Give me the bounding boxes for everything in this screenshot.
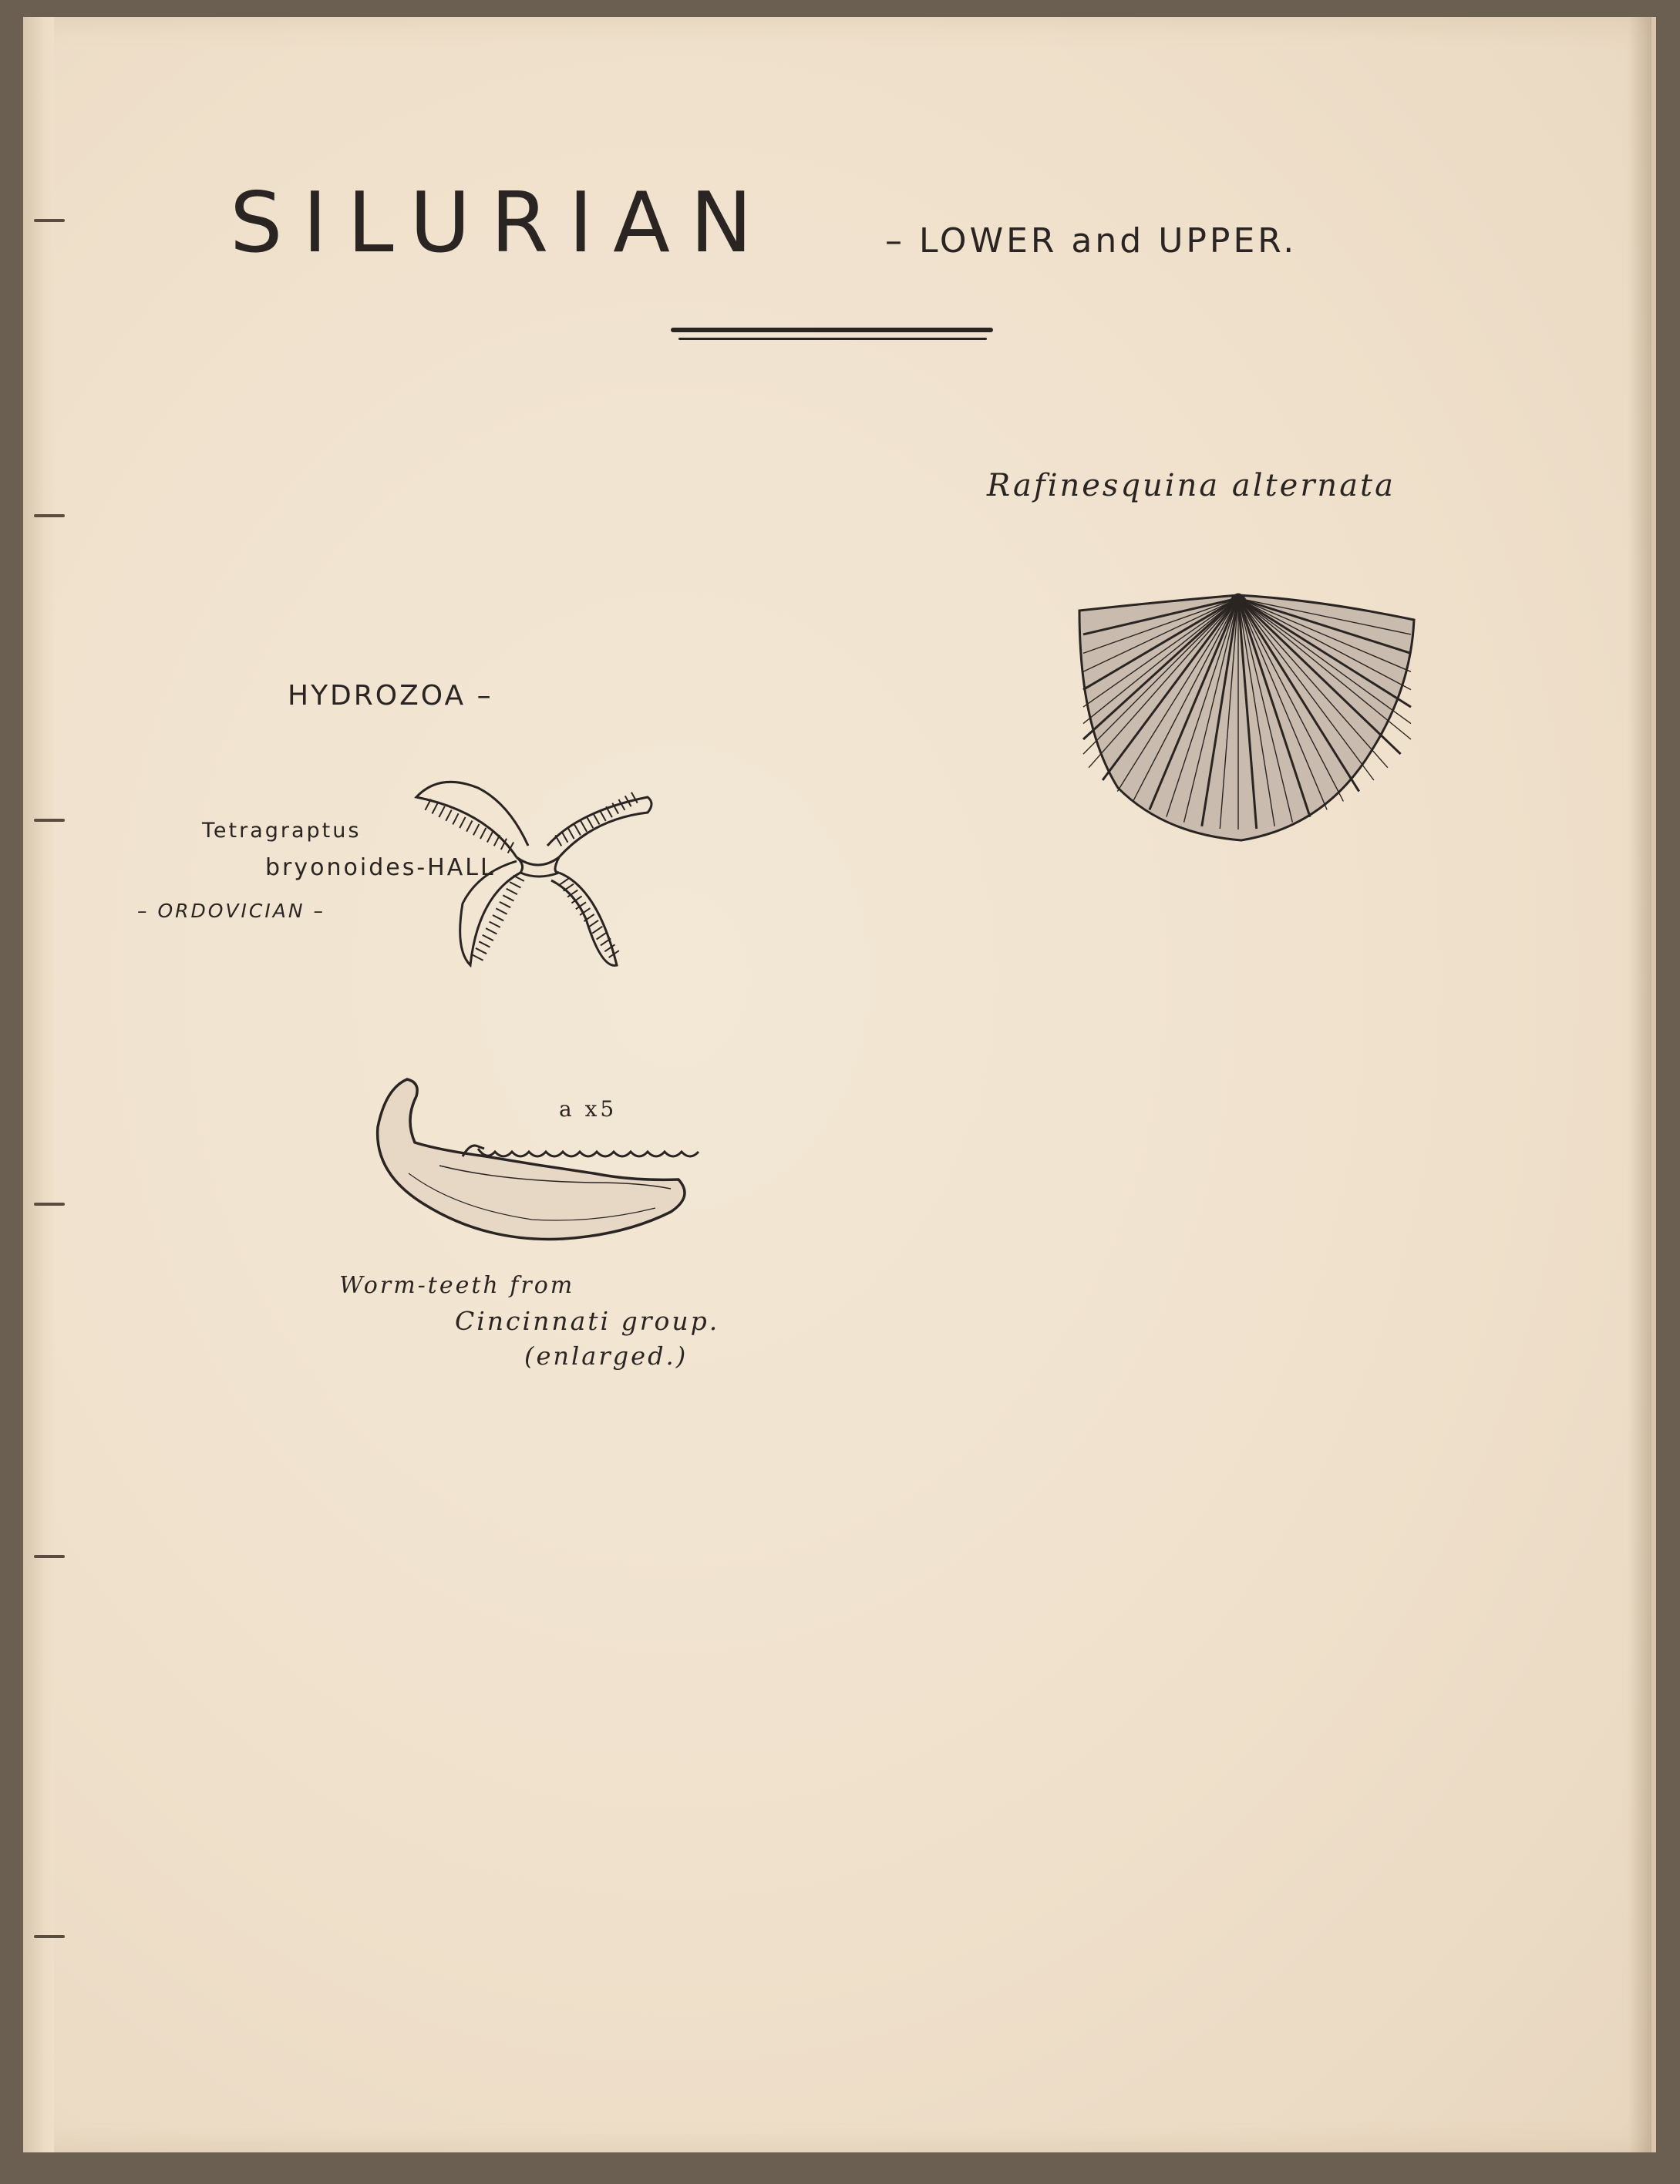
binding-stitch — [34, 819, 65, 822]
notebook-page — [23, 17, 1656, 2152]
title-underline — [671, 328, 993, 332]
binding-stitch — [34, 219, 65, 222]
tetragraptus-name: Tetragraptus — [202, 819, 362, 843]
tetragraptus-drawing — [393, 757, 717, 981]
worm-teeth-caption-1: Worm-teeth from — [339, 1272, 575, 1299]
hydrozoa-heading: HYDROZOA – — [288, 680, 493, 712]
page-title: SILURIAN — [230, 175, 773, 271]
worm-teeth-caption-2: Cincinnati group. — [455, 1306, 720, 1336]
page-subtitle: – LOWER and UPPER. — [885, 221, 1298, 261]
binding-stitch — [34, 1935, 65, 1938]
binding-stitch — [34, 1203, 65, 1206]
worm-teeth-drawing — [362, 1065, 732, 1274]
rafinesquina-label: Rafinesquina alternata — [987, 468, 1396, 503]
title-underline-thin — [678, 338, 987, 340]
magnification-label: a x5 — [559, 1096, 618, 1122]
binding-stitch — [34, 514, 65, 517]
binding-stitch — [34, 1555, 65, 1558]
worm-teeth-caption-3: (enlarged.) — [524, 1341, 688, 1371]
rafinesquina-shell-drawing — [1049, 572, 1434, 865]
tetragraptus-species: bryonoides-HALL — [265, 854, 496, 881]
ordovician-label: – ORDOVICIAN – — [137, 900, 325, 922]
page-binding — [23, 17, 54, 2152]
page-edge-shadow — [1628, 17, 1651, 2152]
